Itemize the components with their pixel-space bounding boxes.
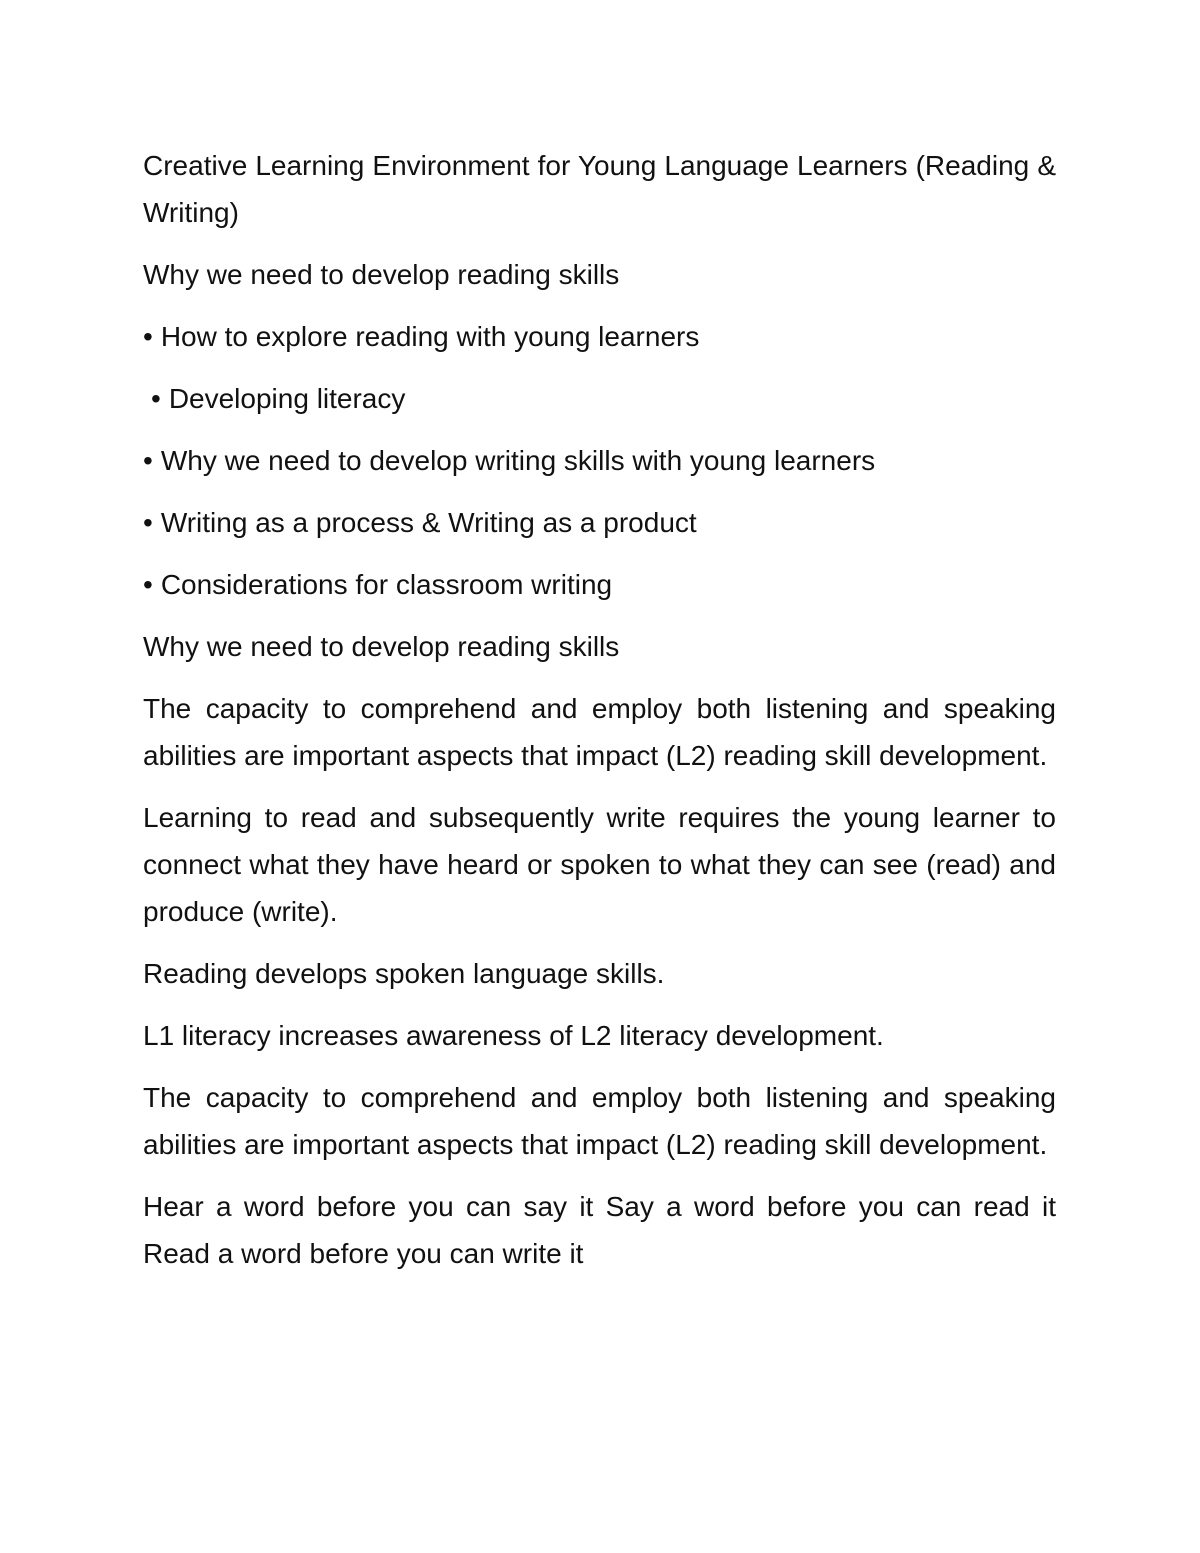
bullet-item [143, 375, 1056, 422]
paragraph: The capacity to comprehend and employ both listening and speaking abilities are important aspects that impact (L2) reading skill development. [143, 1082, 1056, 1160]
paragraph: Learning to read and subsequently write requires the young learner to connect what they have heard or spoken to what they can see (read) and produce (write). [143, 802, 1056, 927]
bullet-item [143, 561, 1056, 608]
bullet-icon: • [143, 507, 153, 538]
section-heading: Why we need to develop reading skills [143, 631, 620, 662]
bullet-icon: • [143, 321, 153, 352]
bullet-text: Writing as a process & Writing as a product [160, 507, 697, 538]
bullet-text: Why we need to develop writing skills with young learners [160, 445, 876, 476]
bullet-text: Developing literacy [168, 383, 406, 414]
intro-heading: Why we need to develop reading skills [143, 259, 620, 290]
bullet-text: How to explore reading with young learners [160, 321, 700, 352]
bullet-icon: • [151, 383, 161, 414]
bullet-item [143, 499, 1056, 546]
bullet-icon: • [143, 569, 153, 600]
paragraph: L1 literacy increases awareness of L2 literacy development. [143, 1020, 884, 1051]
bullet-item [143, 313, 1056, 360]
bullet-icon: • [143, 445, 153, 476]
document-body [143, 142, 1056, 1292]
paragraph: Hear a word before you can say it Say a word before you can read it Read a word before you can write it [143, 1191, 1056, 1269]
paragraph: The capacity to comprehend and employ both listening and speaking abilities are important aspects that impact (L2) reading skill development. [143, 693, 1056, 771]
bullet-item [143, 437, 1056, 484]
document-title: Creative Learning Environment for Young Language Learners (Reading & Writing) [143, 150, 1056, 228]
paragraph: Reading develops spoken language skills. [143, 958, 665, 989]
bullet-text: Considerations for classroom writing [160, 569, 613, 600]
